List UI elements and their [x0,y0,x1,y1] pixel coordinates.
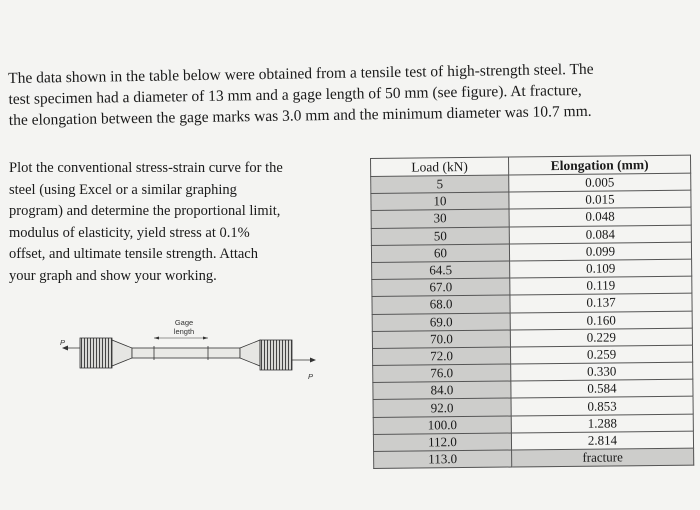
left-threaded-grip [80,338,112,368]
load-cell: 84.0 [373,381,511,400]
load-cell: 69.0 [372,313,510,332]
task-line: steel (using Excel or a similar graphing [9,181,237,198]
elongation-cell: 1.288 [511,414,693,433]
elongation-cell: 0.048 [509,208,691,227]
force-label-right: P [308,372,314,381]
dim-arrow-right-icon [203,337,208,340]
elongation-cell: 0.259 [510,345,692,364]
load-cell: 70.0 [372,330,510,349]
load-cell: 92.0 [373,398,511,417]
left-taper [112,340,132,366]
elongation-cell: 0.005 [509,173,691,192]
elongation-cell: 0.015 [509,190,691,209]
elongation-cell: 0.853 [511,397,693,416]
elongation-cell: 0.084 [509,225,691,244]
task-instructions [9,158,359,287]
right-taper [240,340,260,366]
load-cell: 10 [371,192,509,211]
task-line: Plot the conventional stress-strain curve for the [9,160,283,176]
elongation-cell: 0.109 [510,259,692,278]
dim-arrow-left-icon [154,337,159,340]
problem-intro [8,57,697,131]
data-table-wrapper [370,155,693,470]
load-cell: 76.0 [373,364,511,383]
task-line: your graph and show your working. [9,267,217,284]
elongation-cell: 0.160 [510,311,692,330]
gage-section [132,348,240,358]
load-cell: 112.0 [373,433,511,452]
load-cell: 72.0 [372,347,510,366]
load-column-header: Load (kN) [371,157,509,176]
gage-label-text: Gage [174,318,194,327]
load-cell: 60 [371,244,509,263]
load-cell: 5 [371,175,509,194]
load-cell: 67.0 [372,278,510,297]
length-label-text: length [173,327,195,336]
elongation-column-header: Elongation (mm) [508,155,690,175]
load-cell: 68.0 [372,295,510,314]
table-row [374,448,694,469]
task-line: offset, and ultimate tensile strength. Attach [9,246,258,262]
elongation-cell: 0.137 [510,293,692,312]
elongation-cell: 0.229 [510,328,692,347]
load-cell: 64.5 [372,261,510,280]
table-body [371,173,694,469]
tensile-data-table [370,155,694,470]
load-cell: 113.0 [374,450,512,469]
intro-line: test specimen had a diameter of 13 mm and a gage length of 50 mm (see figure). At fracture, [8,81,582,108]
task-line: modulus of elasticity, yield stress at 0.1% [9,224,250,241]
elongation-cell: 0.584 [511,379,693,398]
task-line: program) and determine the proportional limit, [9,203,281,219]
force-label-left: P [60,338,66,347]
right-threaded-grip [260,340,292,370]
elongation-cell: fracture [512,448,694,467]
load-cell: 50 [371,227,509,246]
specimen-figure [60,310,330,400]
intro-line: the elongation between the gage marks was 3.0 mm and the minimum diameter was 10.7 mm. [8,102,592,129]
intro-line: The data shown in the table below were obtained from a tensile test of high-strength steel. The [8,60,594,87]
elongation-cell: 0.099 [509,242,691,261]
elongation-cell: 2.814 [511,431,693,450]
elongation-cell: 0.119 [510,276,692,295]
elongation-cell: 0.330 [511,362,693,381]
gage-length-label [164,318,204,336]
load-cell: 30 [371,209,509,228]
load-cell: 100.0 [373,416,511,435]
arrowhead-right-icon [310,358,316,363]
